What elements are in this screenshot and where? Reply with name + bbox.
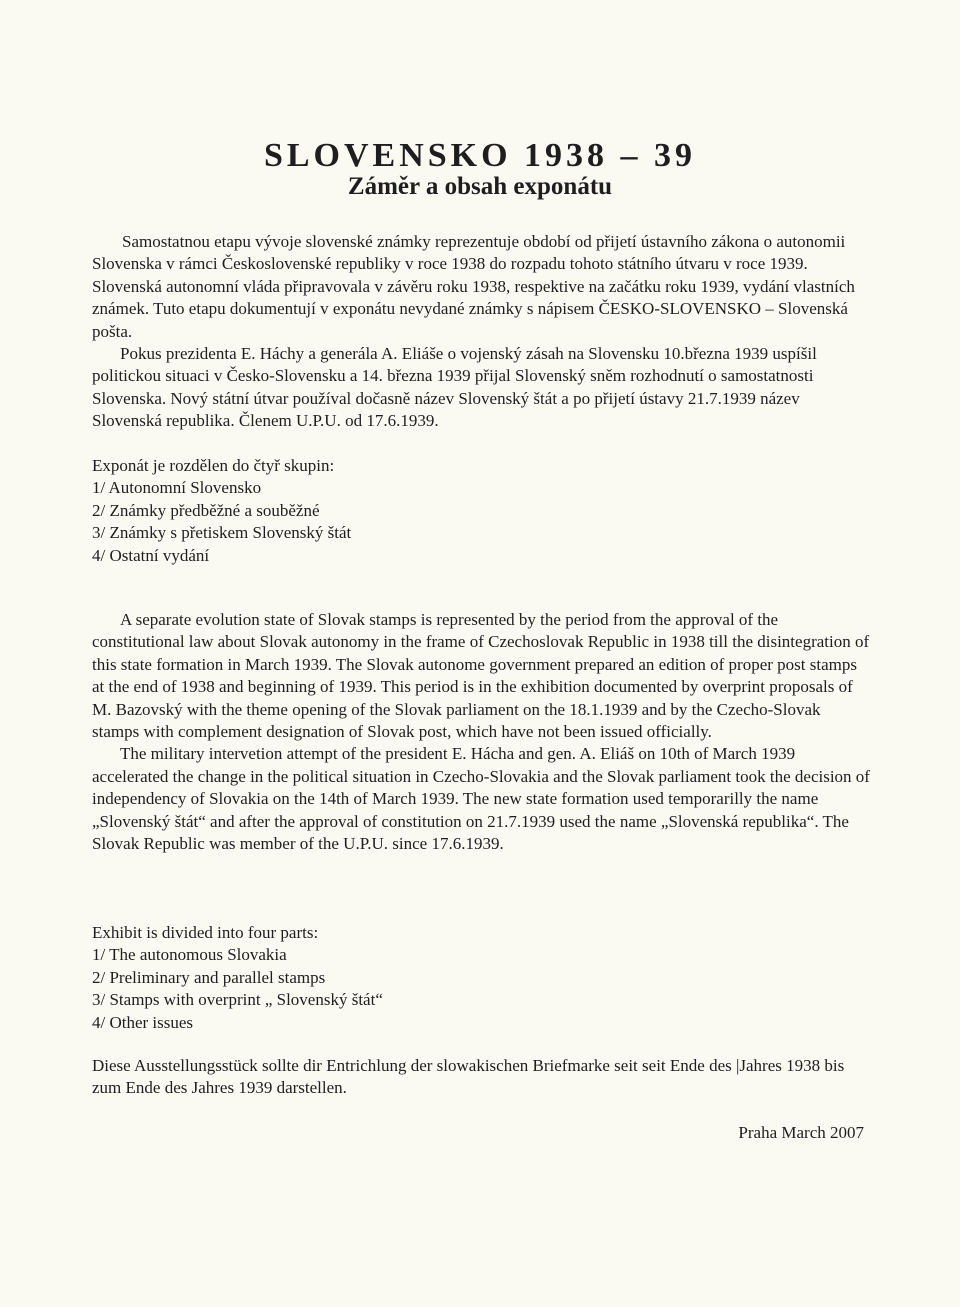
english-list-intro: Exhibit is divided into four parts: — [92, 923, 319, 942]
czech-list-item-4: 4/ Ostatní vydání — [92, 545, 210, 565]
english-list-item-2: 2/ Preliminary and parallel stamps — [92, 967, 326, 987]
czech-text-block — [92, 231, 870, 433]
english-list-item-1: 1/ The autonomous Slovakia — [92, 945, 287, 965]
czech-paragraph-2: Pokus prezidenta E. Háchy a generála A. Eliáše o vojenský zásah na Slovensku 10.března 1939 uspíšil politickou situaci v Česko-Slovensku a 14. března 1939 přijal Slovenský sněm rozhodnutí o samostatnosti Slovenska. Nový státní útvar používal dočasně název Slovenský štát a po přijetí ústavy 21.7.1939 název Slovenská republika. Členem U.P.U. od 17.6.1939. — [92, 344, 817, 431]
page-subtitle: Záměr a obsah exponátu — [347, 173, 613, 200]
english-paragraph-2: The military intervetion attempt of the president E. Hácha and gen. A. Eliáš on 10th of March 1939 accelerated the change in the political situation in Czecho-Slovakia and the Slovak parliament took the decision of independency of Slovakia on the 14th of March 1939. The new state formation used temporarilly the name „Slovenský štát“ and after the approval of constitution on 21.7.1939 used the name „Slovenská republika“. The Slovak Republic was member of the U.P.U. since 17.6.1939. — [92, 744, 870, 854]
english-paragraph-1: A separate evolution state of Slovak stamps is represented by the period from the approval of the constitutional law about Slovak autonomy in the frame of Czechoslovak Republic in 1938 till the disintegration of this state formation in March 1939. The Slovak autonome government prepared an edition of proper post stamps at the end of 1938 and beginning of 1939. This period is in the exhibition documented by overprint proposals of M. Bazovský with the theme opening of the Slovak parliament on the 18.1.1939 and by the Czecho-Slovak stamps with complement designation of Slovak post, which have not been issued officially. — [92, 610, 870, 742]
czech-list-item-3: 3/ Známky s přetiskem Slovenský štát — [92, 523, 352, 543]
german-paragraph: Diese Ausstellungsstück sollte dir Entrichlung der slowakischen Briefmarke seit seit Ende des |Jahres 1938 bis zum Ende des Jahres 1939 darstellen. — [92, 1056, 845, 1098]
czech-list-item-1: 1/ Autonomní Slovensko — [92, 478, 262, 498]
english-list-item-4: 4/ Other issues — [92, 1012, 194, 1032]
czech-list-block — [92, 455, 870, 567]
czech-list-item-2: 2/ Známky předběžné a souběžné — [92, 500, 320, 520]
signature: Praha March 2007 — [738, 1123, 864, 1142]
english-list-item-3: 3/ Stamps with overprint „ Slovenský štát“ — [92, 990, 383, 1010]
german-text-block — [92, 1055, 870, 1100]
czech-list-intro: Exponát je rozdělen do čtyř skupin: — [92, 456, 335, 475]
page-title: SLOVENSKO 1938 – 39 — [263, 137, 697, 174]
czech-paragraph-1: Samostatnou etapu vývoje slovenské známky reprezentuje období od přijetí ústavního zákona o autonomii Slovenska v rámci Československé republiky v roce 1938 do rozpadu tohoto státního útvaru v roce 1939. Slovenská autonomní vláda připravovala v závěru roku 1938, respektive na začátku roku 1939, vydání vlastních známek. Tuto etapu dokumentují v exponátu nevydané známky s nápisem ČESKO-SLOVENSKO – Slovenská pošta. — [92, 232, 855, 341]
english-list-block — [92, 922, 870, 1034]
english-text-block — [92, 609, 870, 855]
